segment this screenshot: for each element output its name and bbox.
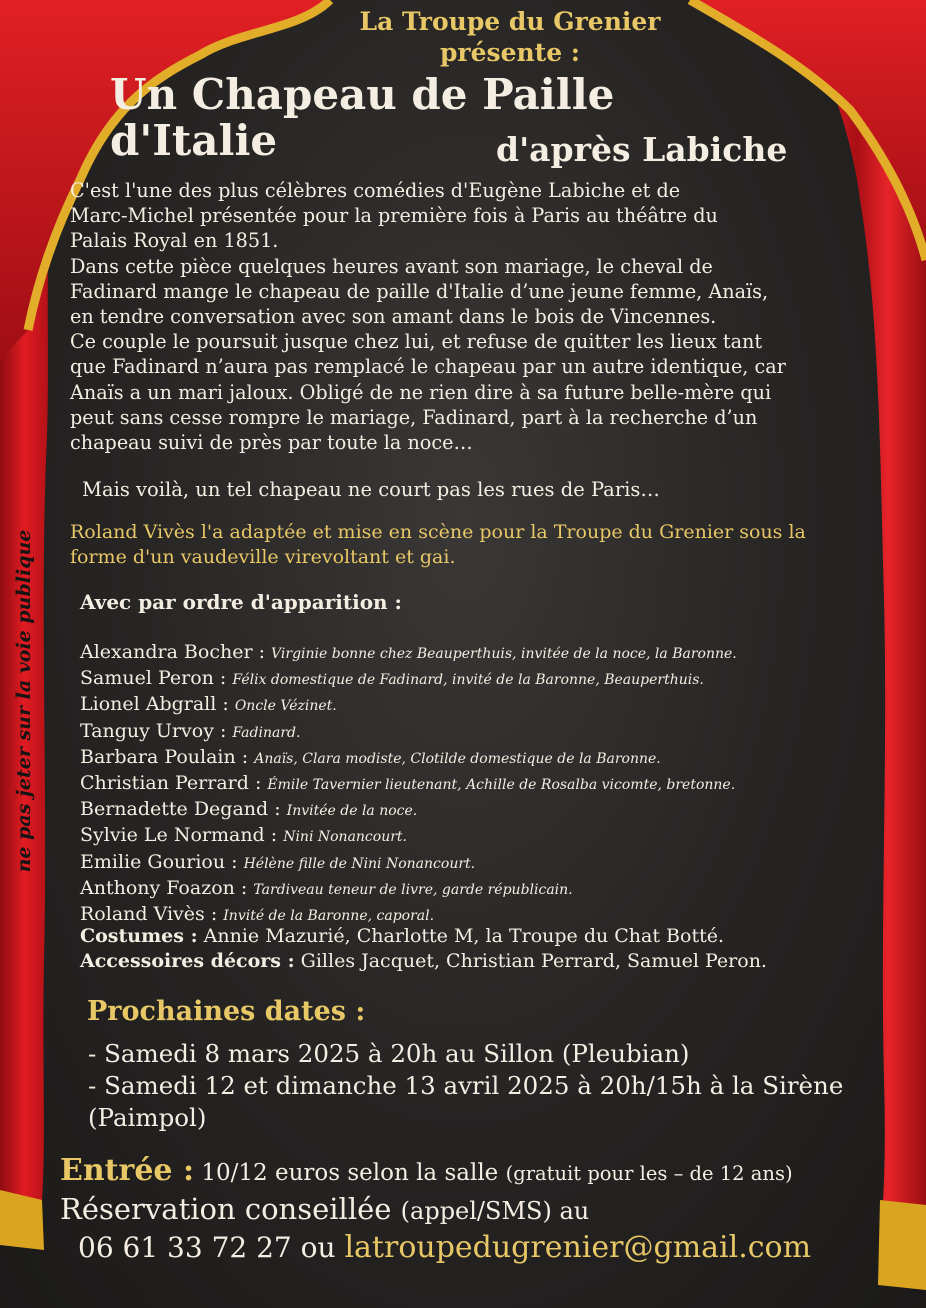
cast-item xyxy=(80,719,737,745)
actor-name: Barbara Poulain : xyxy=(80,745,255,768)
header xyxy=(0,6,926,68)
synopsis-line: chapeau suivi de près par toute la noce… xyxy=(70,431,473,455)
actor-name: Roland Vivès : xyxy=(80,903,224,926)
synopsis xyxy=(70,178,850,455)
actor-role: Fadinard. xyxy=(232,724,301,741)
actor-role: Invité de la Baronne, caporal. xyxy=(223,908,435,925)
cast-item xyxy=(80,692,737,718)
actor-name: Christian Perrard : xyxy=(80,772,268,795)
cast-item xyxy=(80,771,737,797)
cast-item xyxy=(80,745,737,771)
synopsis-line: que Fadinard n’aura pas remplacé le chapeau par un autre identique, car xyxy=(70,355,786,379)
synopsis-line: Marc-Michel présentée pour la première fois à Paris au théâtre du xyxy=(70,204,718,228)
synopsis-line: peut sans cesse rompre le mariage, Fadinard, part à la recherche d’un xyxy=(70,405,758,429)
reservation xyxy=(60,1192,589,1226)
synopsis-line: Dans cette pièce quelques heures avant son mariage, le cheval de xyxy=(70,254,713,278)
credits xyxy=(80,924,767,973)
actor-role: Virginie bonne chez Beauperthuis, invitée de la noce, la Baronne. xyxy=(271,646,737,662)
entree-label: Entrée : xyxy=(60,1153,195,1188)
actor-role: Anaïs, Clara modiste, Clotilde domestique de la Baronne. xyxy=(254,750,661,767)
adaptation-line: forme d'un vaudeville virevoltant et gai. xyxy=(70,546,456,568)
synopsis-line: Anaïs a un mari jaloux. Obligé de ne rien dire à sa future belle-mère qui xyxy=(70,380,772,404)
entry-price xyxy=(60,1152,793,1193)
dates-heading: Prochaines dates : xyxy=(87,996,366,1027)
actor-role: Émile Tavernier lieutenant, Achille de Rosalba vicomte, bretonne. xyxy=(267,777,736,794)
accessoires-label: Accessoires décors : xyxy=(80,949,295,972)
actor-role: Nini Nonancourt. xyxy=(283,829,407,846)
title-line-1: Un Chapeau de Paille xyxy=(110,70,615,119)
contact xyxy=(78,1230,811,1265)
costumes-names: Annie Mazurié, Charlotte M, la Troupe du Chat Botté. xyxy=(197,925,724,947)
reservation-text: Réservation conseillée xyxy=(60,1192,401,1226)
synopsis-line: C'est l'une des plus célèbres comédies d'Eugène Labiche et de xyxy=(70,179,681,202)
actor-role: Invitée de la noce. xyxy=(286,803,418,820)
costumes-label: Costumes : xyxy=(80,925,198,947)
synopsis-line: Palais Royal en 1851. xyxy=(70,229,279,253)
costumes-credit xyxy=(80,924,767,949)
synopsis-line: Ce couple le poursuit jusque chez lui, et refuse de quitter les lieux tant xyxy=(70,330,763,354)
actor-name: Sylvie Le Normand : xyxy=(80,824,284,847)
actor-name: Emilie Gouriou : xyxy=(80,850,244,873)
entree-price: 10/12 euros selon la salle xyxy=(194,1160,506,1186)
actor-name: Tanguy Urvoy : xyxy=(80,719,233,742)
presente-label: présente : xyxy=(439,38,581,67)
synopsis-line: Fadinard mange le chapeau de paille d'Italie d’une jeune femme, Anaïs, xyxy=(70,279,769,303)
entree-note: (gratuit pour les – de 12 ans) xyxy=(505,1162,793,1185)
mais-voila: Mais voilà, un tel chapeau ne court pas les rues de Paris… xyxy=(82,478,660,501)
actor-role: Tardiveau teneur de livre, garde républicain. xyxy=(253,881,573,898)
accessoires-names: Gilles Jacquet, Christian Perrard, Samuel Peron. xyxy=(294,949,767,972)
email-link[interactable]: latroupedugrenier@gmail.com xyxy=(344,1230,812,1265)
side-notice: ne pas jeter sur la voie publique xyxy=(13,529,35,873)
actor-name: Bernadette Degand : xyxy=(80,798,287,821)
actor-role: Oncle Vézinet. xyxy=(234,698,337,715)
accessoires-credit xyxy=(80,949,767,974)
actor-role: Hélène fille de Nini Nonancourt. xyxy=(243,855,476,872)
actor-role: Félix domestique de Fadinard, invité de la Baronne, Beauperthuis. xyxy=(232,672,704,689)
cast-item xyxy=(80,640,737,666)
date-item: - Samedi 8 mars 2025 à 20h au Sillon (Pleubian) xyxy=(88,1039,690,1068)
cast-heading: Avec par ordre d'apparition : xyxy=(80,590,402,614)
cast-item xyxy=(80,876,737,902)
cast-item xyxy=(80,823,737,849)
actor-name: Lionel Abgrall : xyxy=(80,693,235,716)
troupe-name: La Troupe du Grenier xyxy=(359,7,661,36)
phone-number[interactable]: 06 61 33 72 27 ou xyxy=(78,1231,345,1264)
cast-item xyxy=(80,850,737,876)
date-item: - Samedi 12 et dimanche 13 avril 2025 à 20h/15h à la Sirène xyxy=(88,1071,844,1100)
adaptation-line: Roland Vivès l'a adaptée et mise en scène pour la Troupe du Grenier sous la xyxy=(70,521,806,543)
date-item: (Paimpol) xyxy=(88,1103,207,1132)
actor-name: Alexandra Bocher : xyxy=(80,641,272,663)
cast-item xyxy=(80,666,737,692)
reservation-note: (appel/SMS) au xyxy=(400,1197,590,1225)
title-line-2: d'Italie xyxy=(110,116,278,165)
actor-name: Anthony Foazon : xyxy=(80,876,254,899)
synopsis-line: en tendre conversation avec son amant dans le bois de Vincennes. xyxy=(70,305,717,329)
cast-item xyxy=(80,797,737,823)
dates-list xyxy=(88,1038,843,1134)
adaptation-note xyxy=(70,520,806,570)
actor-name: Samuel Peron : xyxy=(80,667,233,690)
cast-list xyxy=(80,640,737,928)
author-credit: d'après Labiche xyxy=(496,130,788,169)
